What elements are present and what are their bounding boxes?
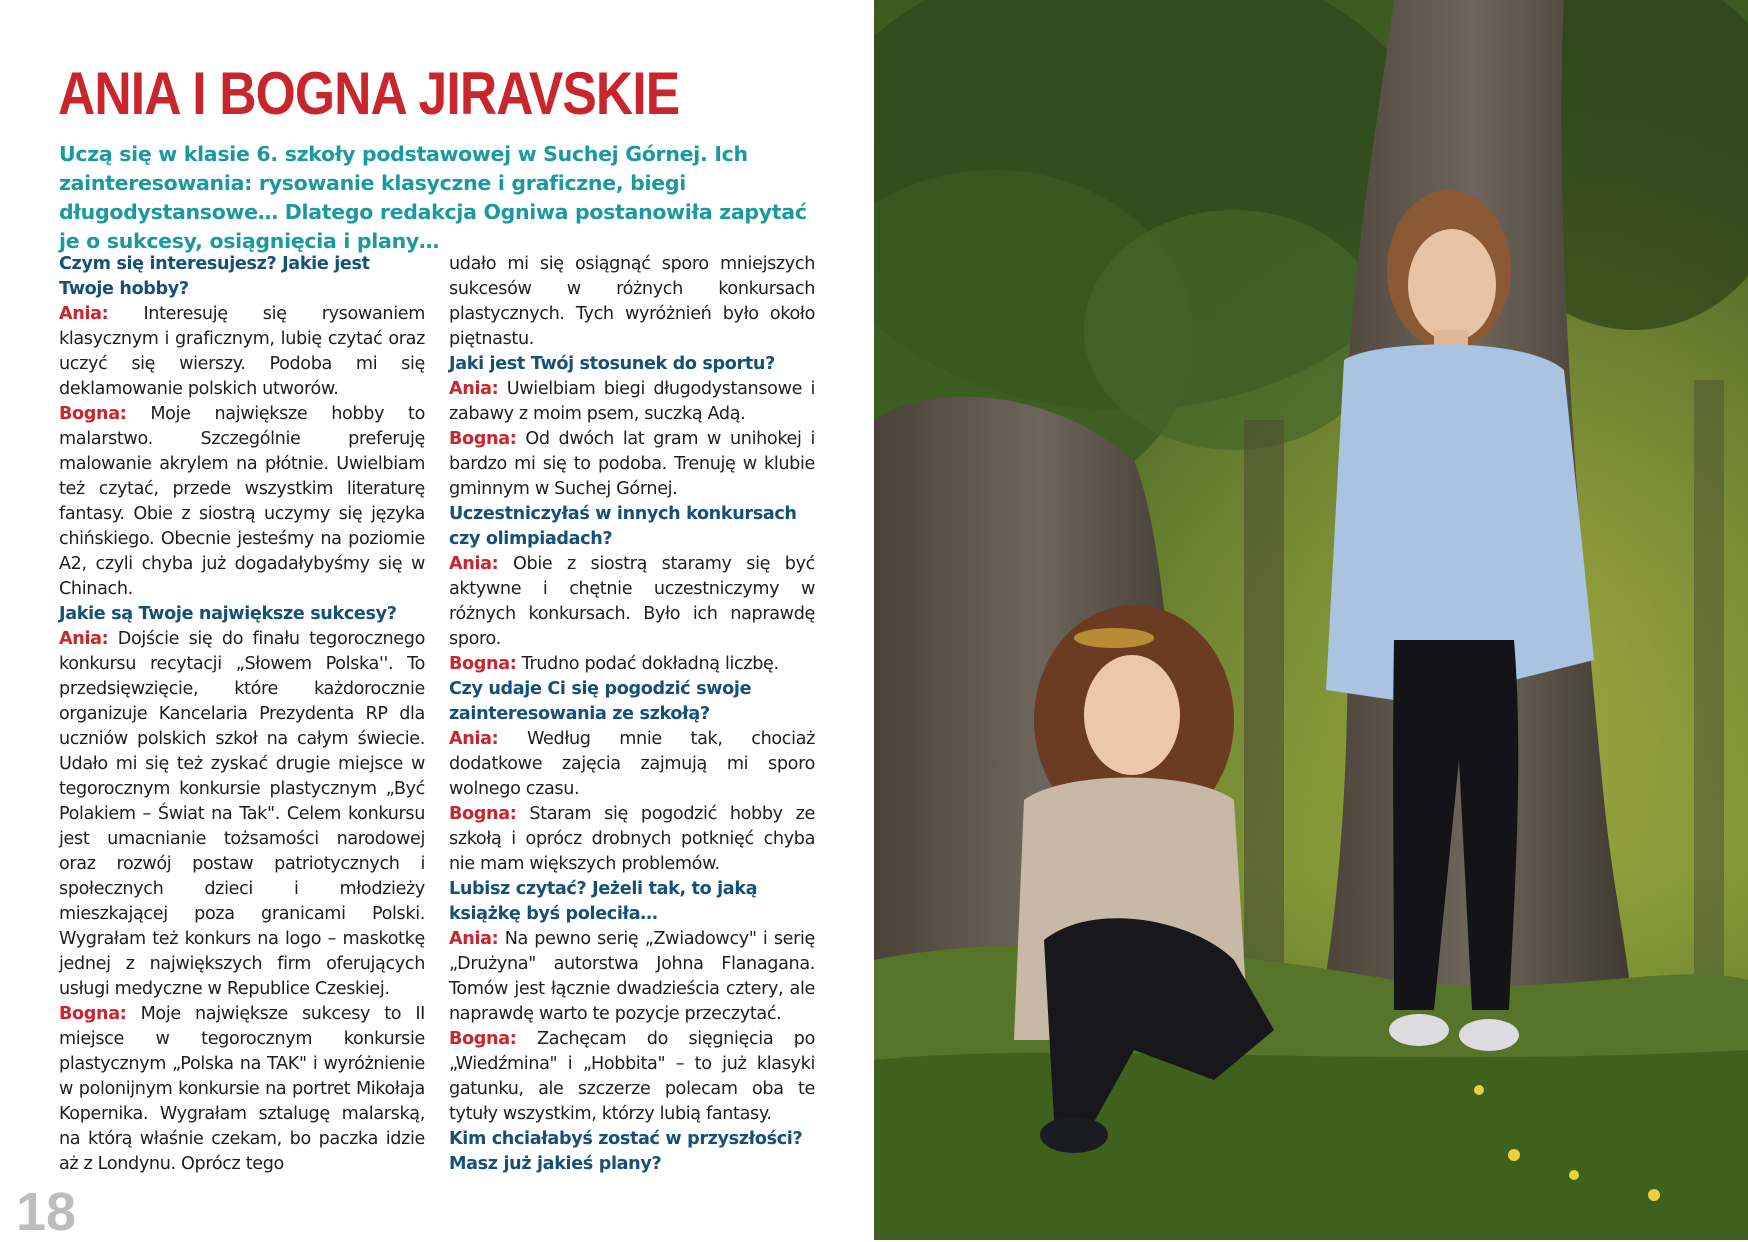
answer-continued: udało mi się osiągnąć sporo mniejszych sukcesów w różnych konkursach plastycznych. Tych wyróżnień było około piętnastu. xyxy=(449,254,815,349)
question: Jakie są Twoje największe sukcesy? xyxy=(59,604,397,624)
speaker-label: Bogna: xyxy=(449,804,517,824)
speaker-label: Bogna: xyxy=(449,1029,517,1049)
question: Czym się interesujesz? Jakie jest Twoje hobby? xyxy=(59,254,370,299)
answer-text: Moje największe sukcesy to II miejsce w tegorocznym konkursie plastycznym „Polska na TAK" i wyróżnienie w polonijnym konkursie na portret Mikołaja Kopernika. Wygrałam sztalugę malarską, na którą właśnie czekam, bo paczka idzie aż z Londynu. Oprócz tego xyxy=(59,1004,425,1174)
photo-two-girls-under-tree xyxy=(874,0,1748,1240)
answer-text: Moje największe hobby to malarstwo. Szczególnie preferuję malowanie akrylem na płótnie. Uwielbiam też czytać, przede wszystkim literaturę fantasy. Obie z siostrą uczymy się języka chińskiego. Obecnie jesteśmy na poziomie A2, czyli chyba już dogadałybyśmy się w Chinach. xyxy=(59,404,425,599)
column-right xyxy=(449,252,815,1177)
answer-text: Według mnie tak, chociaż dodatkowe zajęcia zajmują mi sporo wolnego czasu. xyxy=(449,729,815,799)
answer xyxy=(59,1002,425,1177)
answer-text: Dojście się do finału tegorocznego konkursu recytacji „Słowem Polska''. To przedsięwzięcie, które każdorocznie organizuje Kancelaria Prezydenta RP dla uczniów polskich szkoł na całym świecie. Udało mi się też zyskać drugie miejsce w tegorocznym konkursie plastycznym „Być Polakiem – Świat na Tak". Celem konkursu jest umacnianie tożsamości narodowej oraz rozwój postaw patriotycznych i społecznych dzieci i młodzieży mieszkającej poza granicami Polski. Wygrałam też konkurs na logo – maskotkę jednej z największych firm oferujących usługi medyczne w Republice Czeskiej. xyxy=(59,629,425,999)
answer-text: Staram się pogodzić hobby ze szkołą i oprócz drobnych potknięć chyba nie mam większych problemów. xyxy=(449,804,815,874)
speaker-label: Bogna: xyxy=(449,429,517,449)
answer-text: Od dwóch lat gram w unihokej i bardzo mi się to podoba. Trenuję w klubie gminnym w Suchej Górnej. xyxy=(449,429,815,499)
answer-text: Obie z siostrą staramy się być aktywne i chętnie uczestniczymy w różnych konkursach. Było ich naprawdę sporo. xyxy=(449,554,815,649)
speaker-label: Ania: xyxy=(449,729,499,749)
speaker-label: Ania: xyxy=(449,379,499,399)
column-left xyxy=(59,252,425,1177)
answer xyxy=(59,627,425,1002)
photo-illustration xyxy=(874,0,1748,1240)
answer-text: Zachęcam do sięgnięcia po „Wiedźmina" i „Hobbita" – to już klasyki gatunku, ale szczerze polecam oba te tytuły wszystkim, którzy lubią fantasy. xyxy=(449,1029,815,1124)
answer xyxy=(449,727,815,802)
speaker-label: Bogna: xyxy=(449,654,517,674)
speaker-label: Ania: xyxy=(449,929,499,949)
answer-text: Interesuję się rysowaniem klasycznym i graficznym, lubię czytać oraz uczyć się wierszy. Podoba mi się deklamowanie polskich utworów. xyxy=(59,304,425,399)
answer-text: Na pewno serię „Zwiadowcy" i serię „Drużyna" autorstwa Johna Flanagana. Tomów jest łącznie dwadzieścia cztery, ale naprawdę warto te pozycje przeczytać. xyxy=(449,929,815,1024)
question: Uczestniczyłaś w innych konkursach czy olimpiadach? xyxy=(449,504,797,549)
lead-paragraph: Uczą się w klasie 6. szkoły podstawowej w Suchej Górnej. Ich zainteresowania: rysowanie klasyczne i graficzne, biegi długodystansowe… Dlatego redakcja Ogniwa postanowiła zapytać je o sukcesy, osiągnięcia i plany… xyxy=(59,142,807,253)
answer xyxy=(449,652,815,677)
answer xyxy=(449,802,815,877)
speaker-label: Ania: xyxy=(59,629,109,649)
question: Jaki jest Twój stosunek do sportu? xyxy=(449,354,775,374)
answer-text: Uwielbiam biegi długodystansowe i zabawy z moim psem, suczką Adą. xyxy=(449,379,815,424)
answer xyxy=(449,427,815,502)
answer xyxy=(449,552,815,652)
speaker-label: Ania: xyxy=(449,554,499,574)
speaker-label: Ania: xyxy=(59,304,109,324)
speaker-label: Bogna: xyxy=(59,1004,127,1024)
answer xyxy=(449,1027,815,1127)
answer-text: Trudno podać dokładną liczbę. xyxy=(516,654,779,674)
answer xyxy=(449,927,815,1027)
answer xyxy=(59,302,425,402)
answer xyxy=(59,402,425,602)
page-title: ANIA I BOGNA JIRAVSKIE xyxy=(58,60,680,127)
question: Lubisz czytać? Jeżeli tak, to jaką książkę byś poleciła… xyxy=(449,879,758,924)
question: Kim chciałabyś zostać w przyszłości? Masz już jakieś plany? xyxy=(449,1129,803,1174)
question: Czy udaje Ci się pogodzić swoje zainteresowania ze szkołą? xyxy=(449,679,752,724)
text-page xyxy=(0,0,874,1240)
page-number: 18 xyxy=(16,1182,77,1242)
answer xyxy=(449,377,815,427)
speaker-label: Bogna: xyxy=(59,404,127,424)
